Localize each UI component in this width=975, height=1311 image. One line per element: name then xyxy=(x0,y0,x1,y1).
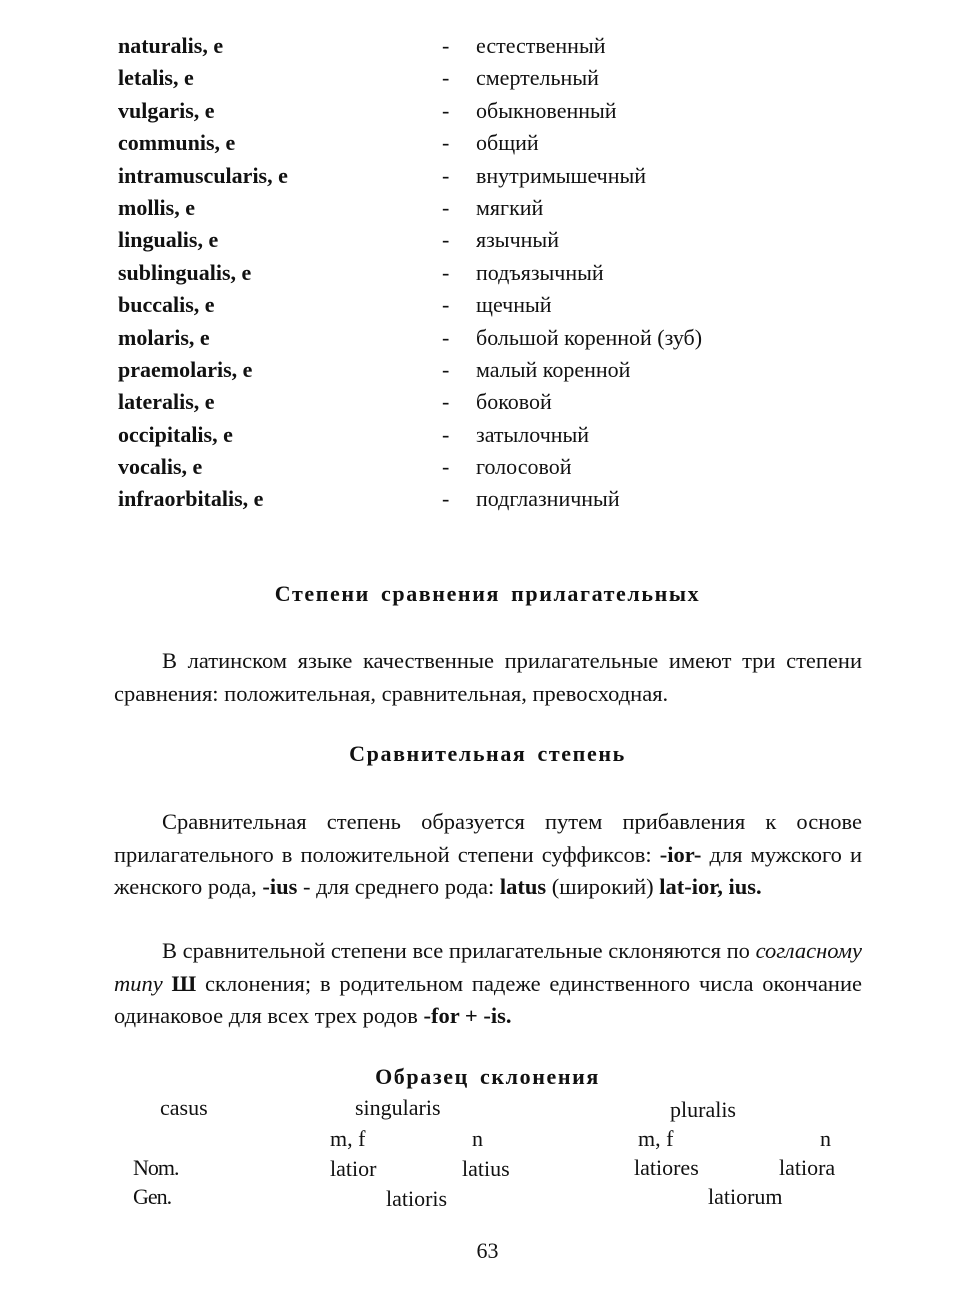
section-heading-degrees: Степени сравнения прилагательных xyxy=(274,581,701,606)
vocab-row xyxy=(0,419,975,451)
vocab-row xyxy=(0,289,975,321)
vocab-row xyxy=(0,451,975,483)
russian-translation: обыкновенный xyxy=(476,97,617,123)
casus-header: casus xyxy=(160,1095,208,1120)
separator-dash: - xyxy=(442,97,450,123)
page-number: 63 xyxy=(476,1238,499,1263)
latin-term: buccalis, e xyxy=(118,292,215,318)
separator-dash: - xyxy=(442,194,450,220)
separator-dash: - xyxy=(442,486,450,512)
latin-term: mollis, e xyxy=(118,194,195,220)
separator-dash: - xyxy=(442,292,450,318)
latin-term: communis, e xyxy=(118,130,236,156)
pl-n-header: n xyxy=(820,1126,831,1151)
gen-pl: latiorum xyxy=(708,1184,783,1209)
pl-mf-header: m, f xyxy=(638,1126,674,1151)
vocab-row xyxy=(0,62,975,94)
latin-term: letalis, e xyxy=(118,65,194,91)
sg-n-header: n xyxy=(472,1126,483,1151)
vocab-row xyxy=(0,30,975,62)
vocab-row xyxy=(0,354,975,386)
vocab-row xyxy=(0,95,975,127)
vocab-row xyxy=(0,127,975,159)
separator-dash: - xyxy=(442,33,450,58)
russian-translation: подъязычный xyxy=(476,259,604,285)
separator-dash: - xyxy=(442,65,450,91)
latin-term: infraorbitalis, e xyxy=(118,486,264,512)
nom-label: Nom. xyxy=(133,1155,179,1180)
vocab-row xyxy=(0,322,975,354)
russian-translation: большой коренной (зуб) xyxy=(476,324,703,350)
separator-dash: - xyxy=(442,389,450,415)
gen-sg: latioris xyxy=(386,1186,448,1211)
latin-term: vulgaris, e xyxy=(118,97,215,123)
separator-dash: - xyxy=(442,259,450,285)
russian-translation: внутримышечный xyxy=(476,162,647,188)
separator-dash: - xyxy=(442,454,450,480)
russian-translation: щечный xyxy=(476,292,552,318)
separator-dash: - xyxy=(442,324,450,350)
russian-translation: естественный xyxy=(476,33,606,58)
nom-pl-mf: latiores xyxy=(634,1155,699,1180)
vocab-row xyxy=(0,224,975,256)
latin-term: molaris, e xyxy=(118,324,210,350)
singularis-header: singularis xyxy=(355,1095,441,1120)
separator-dash: - xyxy=(442,227,450,253)
separator-dash: - xyxy=(442,130,450,156)
sg-mf-header: m, f xyxy=(330,1126,366,1151)
russian-translation: мягкий xyxy=(476,194,544,220)
latin-term: lateralis, e xyxy=(118,389,215,415)
russian-translation: малый коренной xyxy=(476,356,631,382)
vocab-row xyxy=(0,386,975,418)
russian-translation: общий xyxy=(476,130,539,156)
latin-term: lingualis, e xyxy=(118,227,219,253)
vocab-row xyxy=(0,483,975,515)
gen-label: Gen. xyxy=(133,1184,172,1209)
russian-translation: язычный xyxy=(476,227,559,253)
nom-sg-mf: latior xyxy=(330,1156,377,1181)
latin-term: occipitalis, e xyxy=(118,421,233,447)
comparative-paragraph-2: В сравнительной степени все прилагательные склоняются по согласному типу Ш склонения; в родительном падеже единственного числа окончание одинаковое для всех трех родов -for + -is. xyxy=(114,938,862,1028)
latin-term: intramuscularis, e xyxy=(118,162,288,188)
separator-dash: - xyxy=(442,356,450,382)
russian-translation: смертельный xyxy=(476,65,599,91)
pluralis-header: pluralis xyxy=(670,1097,736,1122)
latin-term: vocalis, e xyxy=(118,454,203,480)
vocab-row xyxy=(0,160,975,192)
vocab-row xyxy=(0,257,975,289)
russian-translation: подглазничный xyxy=(476,486,620,512)
russian-translation: затылочный xyxy=(476,421,590,447)
vocabulary-list xyxy=(0,30,975,516)
latin-term: naturalis, e xyxy=(118,33,224,58)
russian-translation: боковой xyxy=(476,389,552,415)
latin-term: sublingualis, e xyxy=(118,259,252,285)
section-heading-comparative: Сравнительная степень xyxy=(349,741,626,766)
vocab-row xyxy=(0,192,975,224)
separator-dash: - xyxy=(442,162,450,188)
nom-sg-n: latius xyxy=(462,1156,510,1181)
declension-heading: Образец склонения xyxy=(375,1064,600,1089)
russian-translation: голосовой xyxy=(476,454,572,480)
nom-pl-n: latiora xyxy=(779,1155,836,1180)
latin-term: praemolaris, e xyxy=(118,356,253,382)
intro-paragraph: В латинском языке качественные прилагательные имеют три степени сравнения: положительная, сравнительная, превосходная. xyxy=(114,648,862,706)
comparative-paragraph-1: Сравнительная степень образуется путем прибавления к основе прилагательного в положительной степени суффиксов: -ior- для мужского и женского рода, -ius - для среднего рода: latus (широкий) lat-ior, ius. xyxy=(114,809,862,899)
separator-dash: - xyxy=(442,421,450,447)
